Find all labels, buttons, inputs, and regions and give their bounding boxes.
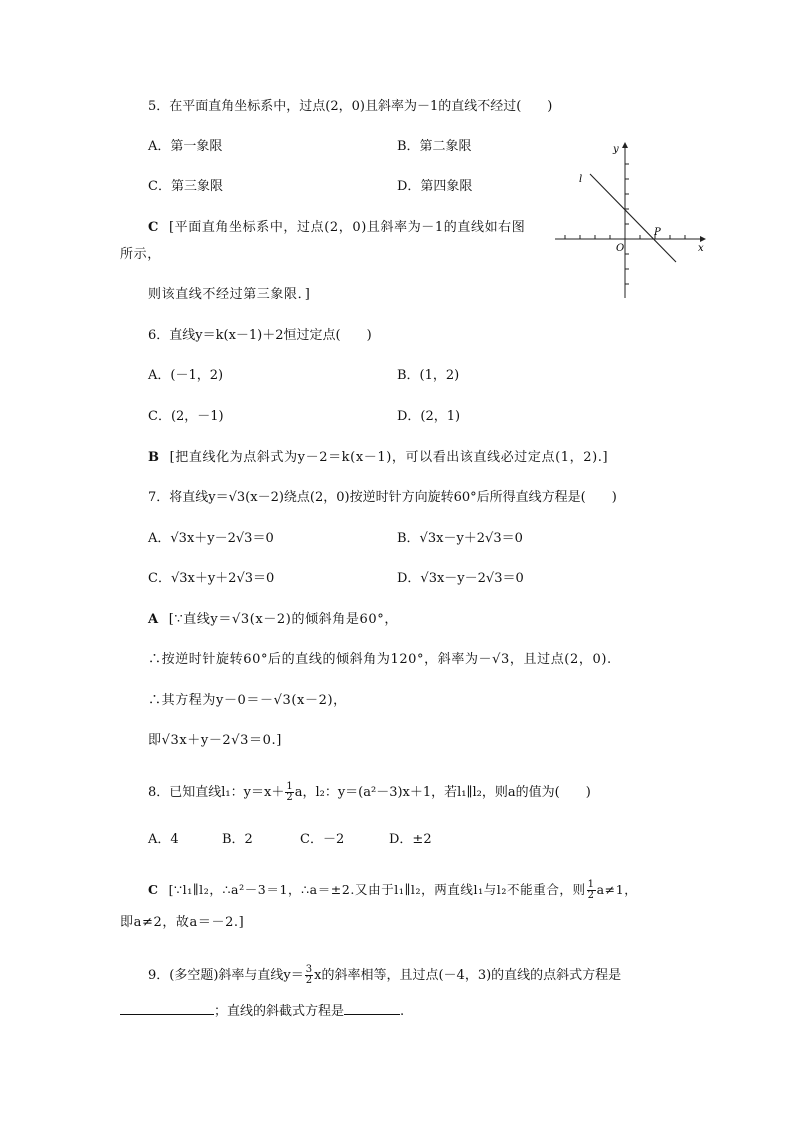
q9-blank-2[interactable] (344, 1000, 400, 1015)
q8-stem-pre: 8．已知直线l₁：y＝x＋ (148, 785, 285, 800)
q8-answer-post: a≠1， (596, 882, 638, 897)
q8-stem (148, 782, 591, 803)
q7-answer-line4: 即√3x＋y－2√3＝0.] (148, 733, 282, 748)
q8-stem-post: a，l₂：y＝(a²－3)x＋1，若l₁∥l₂，则a的值为( ) (294, 785, 591, 800)
q8-frac-den: 2 (286, 792, 293, 803)
q6-stem: 6．直线y＝k(x－1)＋2恒过定点( ) (148, 328, 372, 343)
q6-answer-text: [把直线化为点斜式为y－2＝k(x－1)，可以看出该直线必过定点(1，2).] (169, 450, 609, 465)
q7-answer-text: [∵直线y＝√3(x－2)的倾斜角是60°， (168, 612, 398, 627)
q8-answer-frac-num: 1 (587, 879, 595, 890)
q5-stem: 5．在平面直角坐标系中，过点(2，0)且斜率为－1的直线不经过( ) (148, 99, 553, 114)
q8-answer-line2: 即a≠2，故a＝－2.] (120, 915, 245, 930)
q9-stem-pre: 9．(多空题)斜率与直线y＝ (148, 968, 304, 983)
q7-stem: 7．将直线y＝√3(x－2)绕点(2，0)按逆时针方向旋转60°后所得直线方程是( ) (148, 490, 617, 505)
q7-answer-letter: A (148, 612, 159, 627)
q6-option-d: D．(2，1) (397, 409, 461, 424)
q9-line2-mid: ；直线的斜截式方程是 (214, 1004, 345, 1019)
q9-stem-line1 (148, 965, 621, 986)
q7-answer-line3: ∴其方程为y－0＝－√3(x－2)， (148, 693, 347, 708)
q9-stem-post: x的斜率相等，且过点(－4，3)的直线的点斜式方程是 (314, 968, 622, 983)
q6-option-b: B．(1，2) (397, 368, 460, 383)
q7-answer-line1 (148, 611, 398, 629)
point-label: P (654, 227, 661, 238)
q8-option-c: C．－2 (300, 832, 345, 847)
q5-answer-letter: C (148, 220, 159, 235)
q5-figure (550, 138, 710, 303)
q6-option-a: A．(－1，2) (148, 368, 224, 383)
line-label: l (579, 174, 583, 185)
q9-fraction (305, 965, 313, 986)
q8-answer-fraction (587, 880, 596, 901)
q5-option-a: A．第一象限 (148, 139, 223, 154)
q6-answer (148, 449, 608, 467)
y-axis-ticks (625, 164, 629, 284)
q9-line2-end: . (400, 1004, 405, 1019)
q8-option-a: A．4 (148, 832, 179, 847)
q6-answer-letter: B (148, 450, 160, 465)
q9-frac-den: 2 (305, 975, 313, 986)
x-axis-arrow (700, 236, 706, 242)
y-axis-arrow (622, 142, 628, 148)
q5-answer-line2: 所示， (120, 247, 161, 262)
q8-fraction (285, 782, 293, 803)
q7-option-b: B．√3x－y＋2√3＝0 (397, 531, 523, 546)
q8-answer-frac-den: 2 (587, 890, 595, 901)
q5-option-b: B．第二象限 (397, 139, 472, 154)
q7-answer-line2: ∴按逆时针旋转60°后的直线的倾斜角为120°，斜率为－√3，且过点(2，0). (148, 652, 612, 667)
q5-option-d: D．第四象限 (397, 179, 473, 194)
q9-frac-num: 3 (305, 964, 313, 975)
q8-frac-num: 1 (286, 781, 293, 792)
y-axis-label: y (613, 144, 619, 155)
q9-stem-line2 (120, 1000, 404, 1021)
q7-option-a: A．√3x＋y－2√3＝0 (148, 531, 274, 546)
q9-blank-1[interactable] (120, 1000, 214, 1015)
origin-label: O (616, 243, 625, 254)
q8-option-d: D．±2 (389, 832, 432, 847)
q8-answer-line1 (148, 880, 637, 901)
line-l (590, 174, 676, 262)
q8-answer-letter: C (148, 882, 159, 897)
q7-option-d: D．√3x－y－2√3＝0 (397, 571, 524, 586)
q5-option-c: C．第三象限 (148, 179, 223, 194)
q5-answer-text: [平面直角坐标系中，过点(2，0)且斜率为－1的直线如右图 (168, 220, 526, 235)
q6-option-c: C．(2，－1) (148, 409, 224, 424)
q7-option-c: C．√3x＋y＋2√3＝0 (148, 571, 275, 586)
q8-option-b: B．2 (222, 832, 253, 847)
q5-answer-line3: 则该直线不经过第三象限．] (148, 287, 311, 302)
q8-answer-pre: [∵l₁∥l₂，∴a²－3＝1，∴a＝±2.又由于l₁∥l₂，两直线l₁与l₂不能重合，则 (168, 882, 586, 897)
q5-answer-line1 (148, 219, 525, 237)
x-axis-label: x (698, 243, 704, 254)
